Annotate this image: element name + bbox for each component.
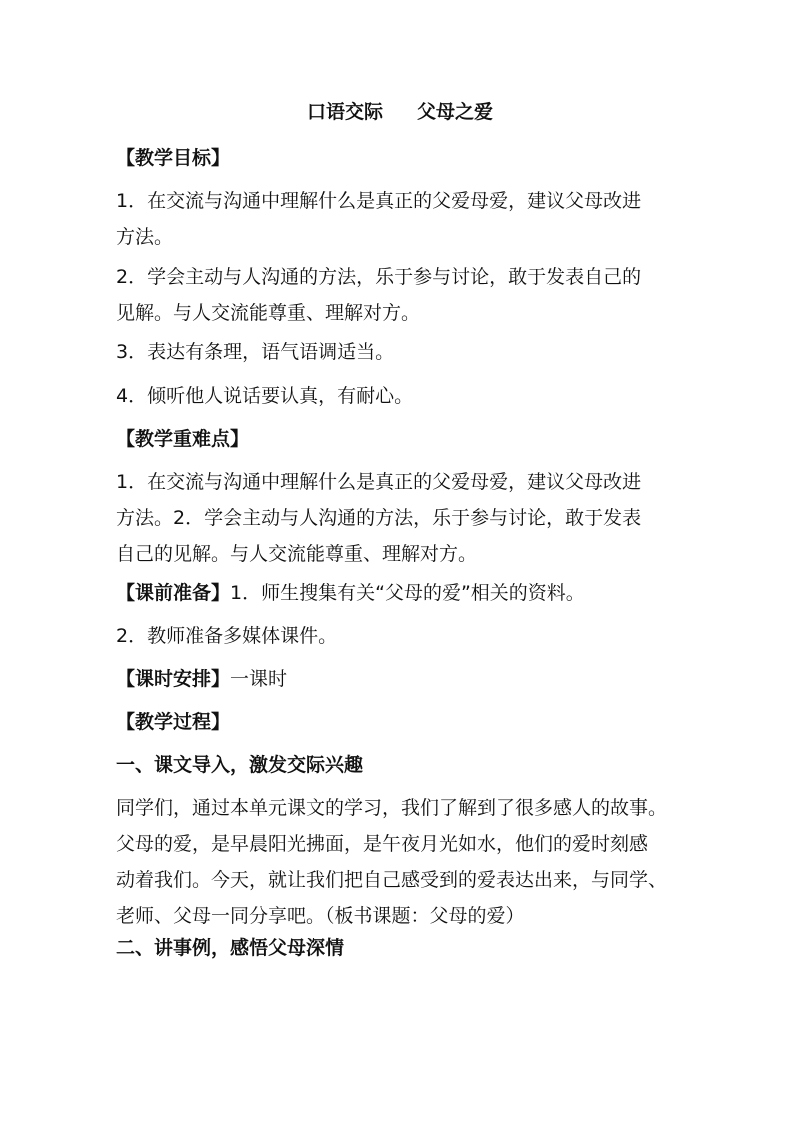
key-points-line-3: 自己的见解。与人交流能尊重、理解对方。 (116, 543, 478, 565)
title-part-2: 父母之爱 (417, 101, 494, 123)
key-points-text (116, 464, 696, 572)
objective-item-2 (116, 259, 696, 331)
section-1-line-1: 同学们，通过本单元课文的学习，我们了解到了很多感人的故事。 (116, 797, 668, 819)
key-points-line-1: 1．在交流与沟通中理解什么是真正的父爱母爱，建议父母改进 (116, 471, 642, 493)
objective-item-3: 3．表达有条理，语气语调适当。 (116, 341, 395, 363)
preparation-heading: 【课前准备】 (116, 582, 231, 604)
section-1-line-2: 父母的爱，是早晨阳光拂面，是午夜月光如水，他们的爱时刻感 (116, 833, 649, 855)
objectives-heading: 【教学目标】 (116, 147, 231, 169)
section-1-body (116, 790, 696, 934)
objective-2-line-2: 见解。与人交流能尊重、理解对方。 (116, 302, 421, 324)
title-part-1: 口语交际 (306, 101, 383, 123)
objective-item-4: 4．倾听他人说话要认真，有耐心。 (116, 385, 414, 407)
preparation-paragraph (116, 575, 696, 611)
objective-2-line-1: 2．学会主动与人沟通的方法，乐于参与讨论，敢于发表自己的 (116, 266, 642, 288)
schedule-heading: 【课时安排】 (116, 668, 231, 690)
key-points-line-2: 方法。2．学会主动与人沟通的方法，乐于参与讨论，敢于发表 (116, 507, 642, 529)
schedule-paragraph (116, 661, 696, 697)
preparation-text-1: 1．师生搜集有关“父母的爱”相关的资料。 (230, 582, 585, 604)
objective-1-line-2: 方法。 (116, 226, 174, 248)
section-2-title: 二、讲事例，感悟父母深情 (116, 937, 345, 959)
schedule-text: 一课时 (230, 668, 288, 690)
section-1-title: 一、课文导入，激发交际兴趣 (116, 754, 364, 776)
section-1-line-4: 老师、父母一同分享吧。（板书课题：父母的爱） (116, 905, 525, 927)
preparation-text-2: 2．教师准备多媒体课件。 (116, 625, 338, 647)
objective-1-line-1: 1．在交流与沟通中理解什么是真正的父爱母爱，建议父母改进 (116, 190, 642, 212)
objective-item-1 (116, 183, 696, 255)
process-heading: 【教学过程】 (116, 711, 231, 733)
section-1-line-3: 动着我们。今天，就让我们把自己感受到的爱表达出来，与同学、 (116, 869, 668, 891)
page-title (0, 96, 800, 128)
key-points-heading: 【教学重难点】 (116, 428, 250, 450)
